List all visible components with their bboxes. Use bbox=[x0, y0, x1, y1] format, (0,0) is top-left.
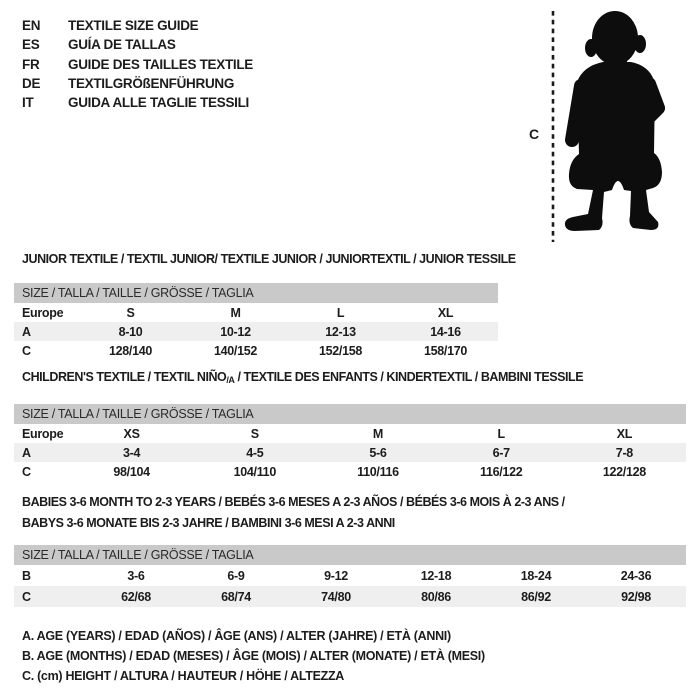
size-cell: M bbox=[372, 426, 384, 441]
language-label: GUIDA ALLE TAGLIE TESSILI bbox=[68, 95, 249, 111]
table-row-height bbox=[14, 462, 686, 481]
language-list bbox=[22, 16, 253, 112]
footnote-age-years: A. AGE (YEARS) / EDAD (AÑOS) / ÂGE (ANS) / ALTER (JAHRE) / ETÀ (ANNI) bbox=[22, 629, 451, 643]
height-cell: 98/104 bbox=[113, 464, 150, 479]
size-cell: L bbox=[497, 426, 505, 441]
row-label: C bbox=[22, 589, 31, 604]
language-code: ES bbox=[22, 37, 40, 53]
height-cell: 152/158 bbox=[318, 343, 363, 358]
height-cell: 104/110 bbox=[233, 464, 276, 479]
table-row-age-months bbox=[14, 565, 686, 586]
age-cell: 10-12 bbox=[220, 324, 251, 339]
size-header-bar: SIZE / TALLA / TAILLE / GRÖSSE / TAGLIA bbox=[14, 404, 686, 424]
language-code: FR bbox=[22, 56, 40, 72]
size-header-bar: SIZE / TALLA / TAILLE / GRÖSSE / TAGLIA bbox=[14, 545, 686, 565]
children-size-table bbox=[14, 404, 686, 481]
language-label: GUÍA DE TALLAS bbox=[68, 37, 176, 53]
language-code: DE bbox=[22, 76, 41, 92]
height-cell: 140/152 bbox=[213, 343, 258, 358]
row-label: B bbox=[22, 568, 31, 583]
table-row-europe bbox=[14, 303, 498, 322]
table-row-europe bbox=[14, 424, 686, 443]
size-cell: M bbox=[230, 305, 241, 320]
height-cell: 80/86 bbox=[421, 589, 451, 604]
height-measure-label: C bbox=[529, 126, 540, 142]
babies-title-line1: BABIES 3-6 MONTH TO 2-3 YEARS / BEBÉS 3-6 MESES A 2-3 AÑOS / BÉBÉS 3-6 MOIS À 2-3 ANS / bbox=[22, 495, 565, 509]
language-code: EN bbox=[22, 18, 41, 34]
size-cell: L bbox=[336, 305, 345, 320]
size-cell: XS bbox=[123, 426, 140, 441]
language-row-es bbox=[22, 35, 253, 54]
age-cell: 12-13 bbox=[325, 324, 356, 339]
age-cell: 8-10 bbox=[118, 324, 143, 339]
toddler-silhouette-icon bbox=[515, 6, 700, 246]
row-label: Europe bbox=[22, 305, 64, 320]
height-cell: 116/122 bbox=[479, 464, 523, 479]
legend-footnotes bbox=[22, 626, 485, 686]
junior-table-title: JUNIOR TEXTILE / TEXTIL JUNIOR/ TEXTILE JUNIOR / JUNIORTEXTIL / JUNIOR TESSILE bbox=[22, 252, 516, 266]
children-title-pre: CHILDREN'S TEXTILE / TEXTIL NIÑO bbox=[22, 370, 227, 384]
size-cell: XL bbox=[437, 305, 454, 320]
language-code: IT bbox=[22, 95, 34, 111]
language-row-it bbox=[22, 93, 253, 112]
height-cell: 110/116 bbox=[357, 464, 399, 479]
age-cell: 3-4 bbox=[123, 445, 141, 460]
age-cell: 4-5 bbox=[246, 445, 264, 460]
language-row-en bbox=[22, 16, 253, 35]
age-cell: 6-9 bbox=[227, 568, 245, 583]
row-label: Europe bbox=[22, 426, 64, 441]
language-row-de bbox=[22, 74, 253, 93]
language-label: TEXTILE SIZE GUIDE bbox=[68, 18, 199, 34]
table-row-height bbox=[14, 586, 686, 607]
row-label: A bbox=[22, 445, 31, 460]
table-row-age bbox=[14, 443, 686, 462]
height-cell: 122/128 bbox=[602, 464, 646, 479]
height-cell: 92/98 bbox=[621, 589, 651, 604]
age-cell: 7-8 bbox=[615, 445, 633, 460]
language-label: TEXTILGRÖßENFÜHRUNG bbox=[68, 76, 235, 92]
age-cell: 6-7 bbox=[492, 445, 510, 460]
height-cell: 62/68 bbox=[121, 589, 151, 604]
age-cell: 5-6 bbox=[369, 445, 387, 460]
height-cell: 158/170 bbox=[423, 343, 468, 358]
babies-table-title bbox=[22, 492, 565, 534]
age-cell: 14-16 bbox=[430, 324, 461, 339]
height-cell: 68/74 bbox=[221, 589, 251, 604]
table-row-height bbox=[14, 341, 498, 360]
height-cell: 74/80 bbox=[321, 589, 351, 604]
height-cell: 86/92 bbox=[521, 589, 551, 604]
children-title-post: / TEXTILE DES ENFANTS / KINDERTEXTIL / BAMBINI TESSILE bbox=[234, 370, 584, 384]
age-cell: 24-36 bbox=[620, 568, 652, 583]
age-cell: 3-6 bbox=[127, 568, 145, 583]
size-figure bbox=[515, 6, 700, 246]
footnote-age-months: B. AGE (MONTHS) / EDAD (MESES) / ÂGE (MOIS) / ALTER (MONATE) / ETÀ (MESI) bbox=[22, 649, 485, 663]
size-cell: XL bbox=[616, 426, 633, 441]
footnote-height-cm: C. (cm) HEIGHT / ALTURA / HAUTEUR / HÖHE / ALTEZZA bbox=[22, 669, 345, 683]
babies-size-table bbox=[14, 545, 686, 607]
babies-title-line2: BABYS 3-6 MONATE BIS 2-3 JAHRE / BAMBINI 3-6 MESI A 2-3 ANNI bbox=[22, 516, 395, 530]
row-label: A bbox=[22, 324, 31, 339]
size-cell: S bbox=[250, 426, 259, 441]
age-cell: 12-18 bbox=[420, 568, 452, 583]
table-row-age bbox=[14, 322, 498, 341]
children-title-subscript: /A bbox=[226, 375, 235, 385]
row-label: C bbox=[22, 464, 31, 479]
size-cell: S bbox=[126, 305, 135, 320]
age-cell: 9-12 bbox=[324, 568, 348, 583]
language-row-fr bbox=[22, 55, 253, 74]
language-label: GUIDE DES TAILLES TEXTILE bbox=[68, 56, 254, 72]
junior-size-table bbox=[14, 283, 498, 360]
children-table-title bbox=[22, 370, 583, 385]
age-cell: 18-24 bbox=[520, 568, 552, 583]
size-header-bar: SIZE / TALLA / TAILLE / GRÖSSE / TAGLIA bbox=[14, 283, 498, 303]
height-cell: 128/140 bbox=[108, 343, 153, 358]
row-label: C bbox=[22, 343, 31, 358]
